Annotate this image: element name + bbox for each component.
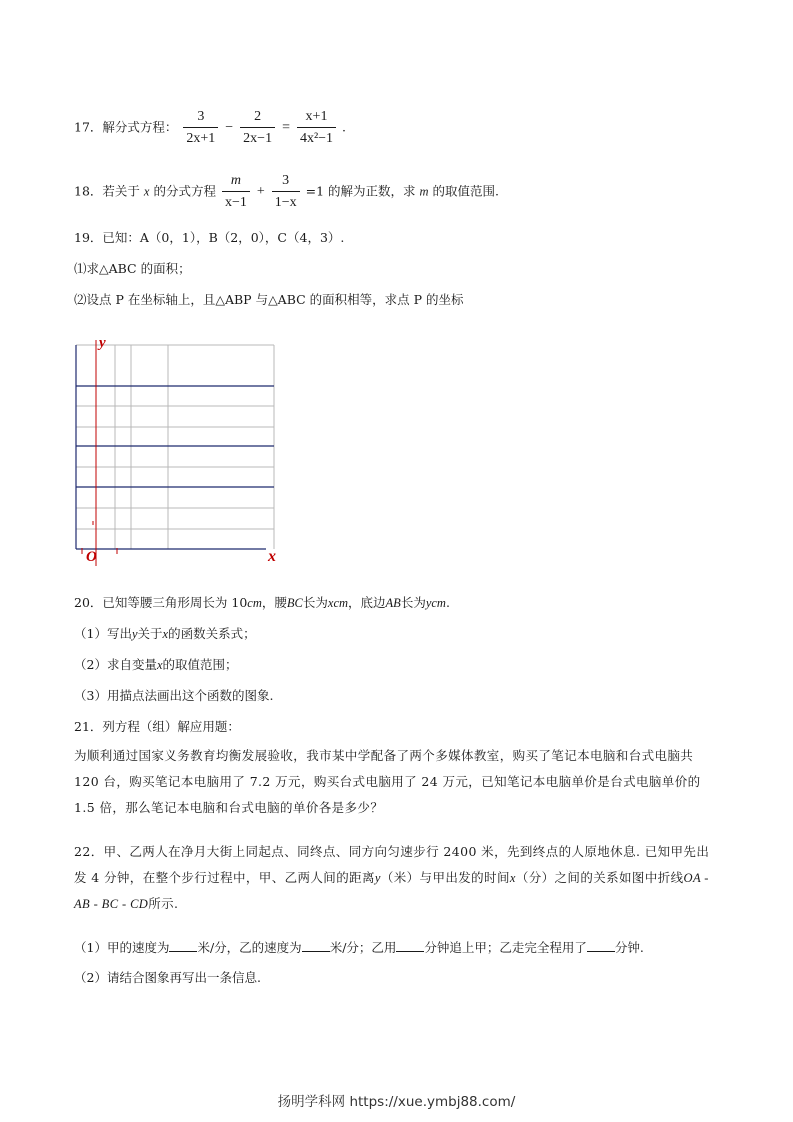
y-axis-label: y [99,335,106,351]
plus-sign: + [256,183,265,199]
q18-var-m: m [419,184,429,199]
q18-var-x: x [143,184,150,199]
q19-part-1: ⑴求△ABC 的面积； [74,261,191,276]
q18-prefix: 18．若关于 [74,183,140,199]
q20-part-1: （1）写出y关于x的函数关系式； [74,626,256,641]
q18-fraction-2: $\frac{3}{1-x}$ [272,172,300,211]
q20-part-3: （3）用描点法画出这个函数的图象. [74,688,274,703]
x-axis-label: x [268,548,276,565]
q18-mid: 的分式方程 [153,183,216,199]
q17-fraction-2: $\frac{2}{2x-1}$ [240,108,275,147]
q17-prefix: 17．解分式方程： [74,119,178,135]
q19-stem: 19．已知：A（0，1），B（2，0），C（4，3）. [74,230,345,245]
answer-blank[interactable] [169,939,197,952]
q18-suffix-a: =1 的解为正数，求 [305,183,416,199]
grid-light-lines [76,345,274,549]
answer-blank[interactable] [302,939,330,952]
q20-stem: 20．已知等腰三角形周长为 10cm，腰BC长为xcm，底边AB长为ycm. [74,595,450,610]
q19-part-2: ⑵设点 P 在坐标轴上，且△ABP 与△ABC 的面积相等，求点 P 的坐标 [74,292,464,307]
question-17 [74,108,346,147]
q22-part-1: （1）甲的速度为 米/分，乙的速度为 米/分；乙用 分钟追上甲；乙走完全程用了 分钟. [74,940,644,955]
answer-blank[interactable] [587,939,615,952]
equals-sign: = [282,119,290,135]
q18-fraction-1: $\frac{m}{x-1}$ [222,172,250,211]
origin-label: O [86,549,97,565]
q17-suffix: . [342,119,347,135]
q21-stem: 21．列方程（组）解应用题： [74,719,240,734]
q18-suffix-b: 的取值范围. [432,183,499,199]
grid-dark-lines [76,345,274,549]
q22-body: 22．甲、乙两人在净月大街上同起点、同终点、同方向匀速步行 2400 米，先到终点的人原地休息. 已知甲先出发 4 分钟，在整个步行过程中，甲、乙两人间的距离y（米）与甲出发的时间x（分）之间的关系如图中折线OA - AB - BC - CD所示. [74,844,710,911]
q17-fraction-1: $\frac{3}{2x+1}$ [183,108,218,147]
answer-blank[interactable] [396,939,424,952]
coordinate-grid [70,332,282,570]
q17-fraction-3: $\frac{x+1}{\text{4x²−1}}$ [297,108,336,147]
question-18 [74,172,499,211]
q20-part-2: （2）求自变量x的取值范围； [74,657,238,672]
q22-part-2: （2）请结合图象再写出一条信息. [74,970,261,985]
q21-body: 为顺利通过国家义务教育均衡发展验收，我市某中学配备了两个多媒体教室，购买了笔记本电脑和台式电脑共 120 台，购买笔记本电脑用了 7.2 万元，购买台式电脑用了 24 万元，已知笔记本电脑单价是台式电脑单价的 1.5 倍，那么笔记本电脑和台式电脑的单价各是多少？ [74,748,701,815]
minus-sign: − [225,119,234,135]
footer-watermark[interactable]: 扬明学科网 https://xue.ymbj88.com/ [277,1094,516,1110]
